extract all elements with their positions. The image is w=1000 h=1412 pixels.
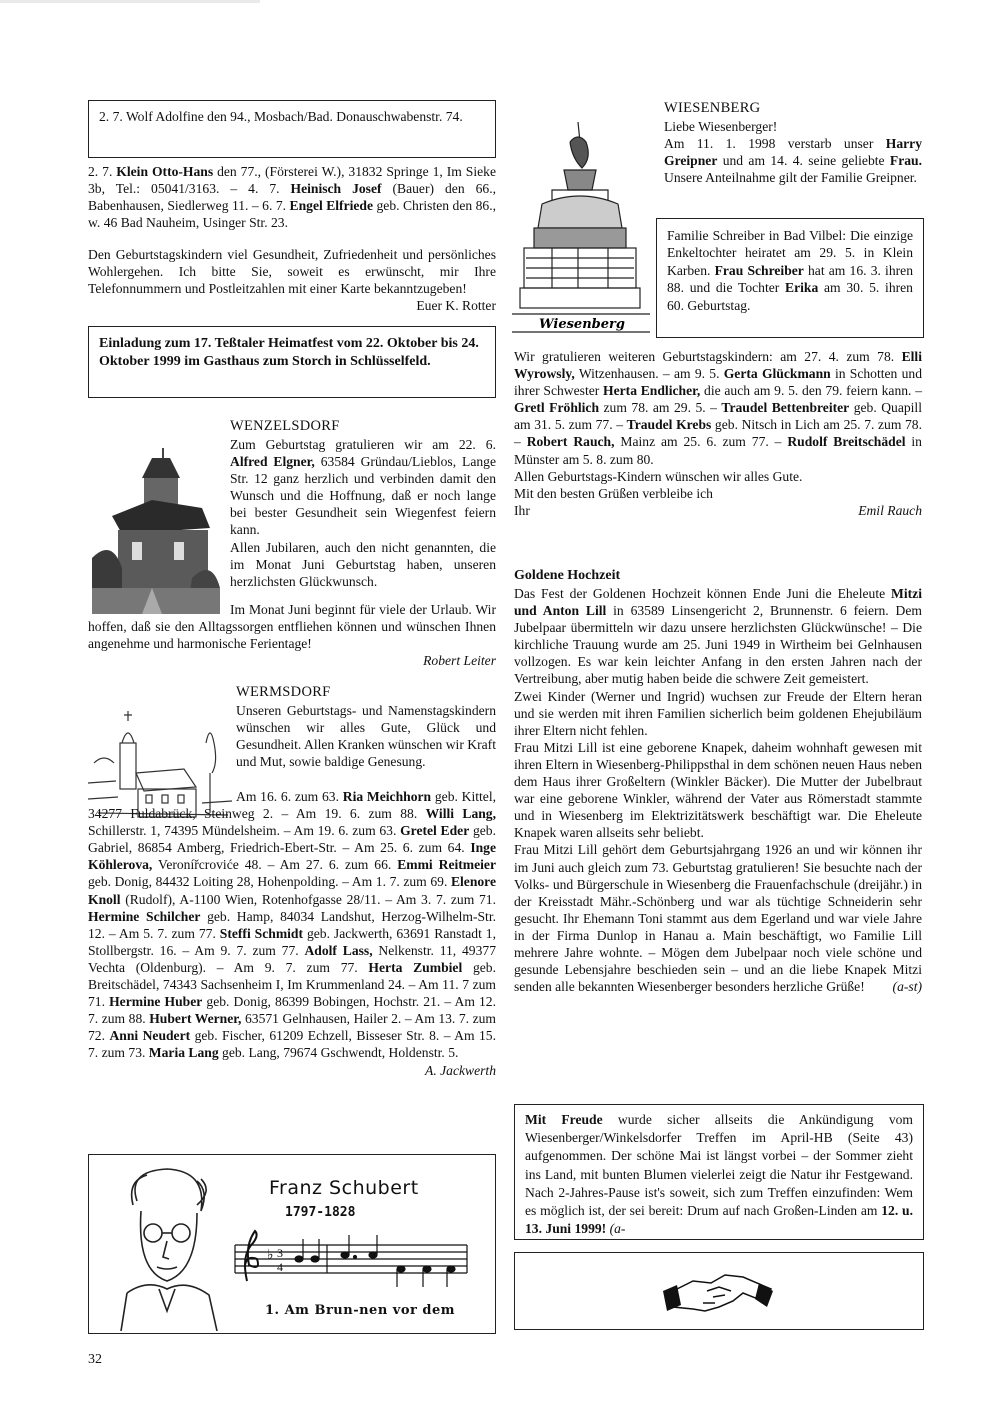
c-name-3: Herta Endlicher,	[603, 383, 701, 399]
box-wolf-adolfine	[88, 100, 496, 158]
w-name-9: Adolf Lass,	[304, 942, 373, 958]
w-name-12: Hubert Werner,	[149, 1011, 242, 1027]
treffen-date: 12. u. 13. Juni 1999!	[525, 1203, 913, 1237]
name-klein: Klein Otto-Hans	[116, 164, 214, 179]
w-name-14: Maria Lang	[148, 1045, 219, 1061]
wiesenberg-intro: Liebe Wiesenberger! Am 11. 1. 1998 verstarb unser Harry Greipner und am 14. 4. seine geliebte Frau. Unsere Anteilnahme gilt der Familie Greipner.	[664, 119, 922, 186]
w-name-10: Herta Zumbiel	[368, 959, 463, 975]
schubert-title: Franz Schubert	[269, 1177, 419, 1199]
name-engel: Engel Elfriede	[289, 198, 374, 214]
wolf-adolfine-text: 2. 7. Wolf Adolfine den 94., Mosbach/Bad. Donauschwabenstr. 74.	[99, 109, 463, 124]
c-name-1: Elli Wyrowsly,	[514, 349, 922, 382]
c-name-7: Robert Rauch,	[526, 434, 615, 450]
mit-freude-lead: Mit Freude	[525, 1112, 603, 1127]
w-name-3: Gretel Eder	[400, 823, 470, 839]
name-frau-schreiber: Frau Schreiber	[714, 262, 804, 278]
wishes-paragraph: Den Geburtstagskindern viel Gesundheit, Zufriedenheit und persönliches Wohlergehen. Ich bitte Sie, soweit es erwünscht, mir Ihre Telefonnummern und Postleitzahlen mit einer Karte bekanntzugeben! Euer K. Rotter	[88, 247, 496, 314]
wiesenberg-title: WIESENBERG	[664, 100, 761, 116]
music-notation	[231, 1225, 471, 1295]
wermsdorf-title: WERMSDORF	[236, 684, 331, 700]
wenzelsdorf-body: Zum Geburtstag gratulieren wir am 22. 6. Alfred Elgner, 63584 Gründau/Lieblos, Lange Str. 12 ganz herzlich und verbinden damit den Wunsch und die Hoffnung, daß er noch lange bei bester Gesundheit sein Wiegenfest feiern kann. Allen Jubilaren, auch den nicht genannten, die im Monat Juni Geburtstag haben, unseren herzlichsten Glückwunsch.	[230, 437, 496, 589]
svg-text:♭: ♭	[267, 1248, 274, 1263]
signature-rotter: Euer K. Rotter	[416, 298, 496, 314]
c-name-6: Traudel Krebs	[626, 417, 712, 433]
signature-leiter: Robert Leiter	[423, 653, 496, 669]
birthday-list-intro: 2. 7. Klein Otto-Hans den 77., (Försterei W.), 31832 Springe 1, Im Sieke 3b, Tel.: 05041/3163. – 4. 7. Heinisch Josef (Bauer) den 66., Babenhausen, Siedlerweg 11. – 6. 7. Engel Elfriede geb. Christen den 86., w. 46 Bad Nauheim, Usinger Str. 23.	[88, 164, 497, 231]
wiesenberg-emblem-label: Wiesenberg	[539, 317, 625, 332]
golden-wedding-body: Das Fest der Goldenen Hochzeit können Ende Juni die Eheleute Mitzi und Anton Lill in 63589 Linsengericht 2, Brunnenstr. 6 feiern. Dem Jubelpaar übermitteln wir dazu unsere herzlichsten Glückwünsche! – Die kirchliche Trauung wurde am 25. Juni 1949 in Wirtheim bei Gelnhausen vollzogen. Es war kein leichter Anfang in den ersten Jahren nach der Vertreibung, aber mutig haben beide die schwere Zeit gemeistert. Zwei Kinder (Werner und Ingrid) wuchsen zur Freude der Eltern heran und sie werden mit ihren Familien sicherlich beim goldenen Ehejubiläum ihrer Eltern nicht fehlen. Frau Mitzi Lill ist eine geborene Knapek, daheim wohnhaft gewesen mit ihren Eltern in Wiesenberg-Philippsthal in dem schönen neuen Haus neben dem Haus ihrer Großeltern (Winkler Bäcker). Die Mutter der Jubelbraut war eine geborene Winkler, während der Vater aus Römerstadt stammte und in Wiesenberg im Elektrizitätswerk beschäftigt war. Die Eheleute Knapek waren allseits sehr beliebt. Frau Mitzi Lill gehört dem Geburtsjahrgang 1926 an und wir können ihr im Juni auch gleich zum 73. Geburtstag gratulieren! Sie besuchte nach der Volks- und Bürgerschule in Wiesenberg die Frauenfachschule (dreijähr.) in der Kreisstadt Mähr.-Schönberg und war als tüchtige Schneiderin sehr gesucht. Ihr Ehemann Toni stammt aus dem Egerland und war viele Jahre in der Firma Dunlop in Hanau a. Main beschäftigt, wo Familie Lill mehrere Jahre wohnte. – Mögen dem Jubelpaar noch viele schöne und gesunde Lebensjahre beschieden sein – und an die liebe Knapek Mitzi senden alle bekannten Wiesenberger besonders herzliche Grüße! (a-st)	[514, 586, 922, 995]
invitation-box	[88, 326, 496, 398]
w-name-13: Anni Neudert	[109, 1028, 191, 1044]
page-number: 32	[88, 1352, 102, 1367]
schubert-portrait	[97, 1161, 237, 1331]
handshake-icon	[663, 1261, 773, 1321]
c-name-5: Traudel Bettenbreiter	[721, 400, 850, 416]
name-greipner: Harry Greipner	[664, 136, 922, 169]
w-name-11: Hermine Huber	[109, 994, 203, 1010]
w-name-6: Elenore Knoll	[88, 874, 496, 907]
svg-text:3: 3	[277, 1246, 283, 1260]
wiesenberg-emblem	[512, 118, 650, 338]
invitation-text: Einladung zum 17. Teßtaler Heimatfest vom 22. Oktober bis 24. Oktober 1999 im Gasthaus zum Storch in Schlüsselfeld.	[99, 336, 479, 369]
name-lill: Mitzi und Anton Lill	[514, 586, 922, 619]
wermsdorf-intro: Unseren Geburtstags- und Namenstagskindern wünschen wir alles Gute, Glück und Gesundheit. Allen Kranken wünschen wir Kraft und Mut, sowie baldige Genesung.	[236, 703, 496, 770]
w-name-1: Ria Meichhorn	[342, 789, 432, 804]
golden-wedding-title: Goldene Hochzeit	[514, 568, 621, 583]
congrats-paragraph: Wir gratulieren weiteren Geburtstagskindern: am 27. 4. zum 78. Elli Wyrowsly, Witzenhausen. – am 9. 5. Gerta Glückmann in Schotten und ihrer Schwester Herta Endlicher, die auch am 9. 5. den 79. feiern kann. – Gretl Fröhlich zum 78. am 29. 5. – Traudel Bettenbreiter geb. Quapill am 31. 5. zum 77. – Traudel Krebs geb. Nitsch in Lich am 25. 7. zum 78. – Robert Rauch, Mainz am 25. 6. zum 77. – Rudolf Breitschädel in Münster am 5. 8. zum 80. Allen Geburtstags-Kindern wünschen wir alles Gute. Mit den besten Grüßen verbleibe ich Ihr Emil Rauch	[514, 349, 922, 518]
c-name-4: Gretl Fröhlich	[514, 400, 600, 416]
wermsdorf-list: Am 16. 6. zum 63. Ria Meichhorn geb. Kittel, 34277 Fuldabrück, Steinweg 2. – Am 19. 6. zum 88. Willi Lang, Schillerstr. 1, 74395 Mündelsheim. – Am 19. 6. zum 63. Gretel Eder geb. Gabriel, 86854 Amberg, Friedrich-Ebert-Str. – Am 25. 6. zum 64. Inge Köhlerova, Veronířcroviće 48. – Am 27. 6. zum 66. Emmi Reitmeier geb. Donig, 84432 Loiting 28, Hohenpolding. – Am 1. 7. zum 69. Elenore Knoll (Rudolf), A-1100 Wien, Rotenhofgasse 28/11. – Am 3. 7. zum 71. Hermine Schilcher geb. Hamp, 84034 Landshut, Herzog-Wilhelm-Str. 12. – Am 5. 7. zum 77. Steffi Schmidt geb. Jackwerth, 63691 Ranstadt 1, Stollbergstr. 16. – Am 9. 7. zum 77. Adolf Lass, Nelkenstr. 11, 49377 Vechta (Oldenburg). – Am 9. 7. zum 77. Herta Zumbiel geb. Breitschädel, 74343 Sachsenheim I, Im Krummenland 24. – Am 11. 7 zum 71. Hermine Huber geb. Donig, 86399 Bobingen, Hochstr. 21. – Am 12. 7. zum 88. Hubert Werner, 63571 Gelnhausen, Hailer 2. – Am 13. 7. zum 72. Anni Neudert geb. Fischer, 61209 Echzell, Bisseser Str. 8. – Am 15. 7. zum 73. Maria Lang geb. Lang, 79674 Gschwendt, Holdenstr. 5. A. Jackwerth	[88, 789, 497, 1078]
w-name-5: Emmi Reitmeier	[397, 857, 496, 873]
chapel-illustration	[92, 438, 220, 614]
w-name-2: Willi Lang,	[425, 806, 496, 822]
schreiber-box: Familie Schreiber in Bad Vilbel: Die einzige Enkeltochter heiratet am 29. 5. in Klein Karben. Frau Schreiber hat am 16. 3. ihren 88. und die Tochter Erika am 30. 5. ihren 60. Geburtstag.	[656, 218, 924, 338]
wenzelsdorf-holidays: Im Monat Juni beginnt für viele der Urlaub. Wir hoffen, daß sie den Alltagssorgen entfliehen können und wünschen Ihnen angenehme und harmonische Ferientage! Robert Leiter	[88, 602, 496, 669]
mit-freude-box: Mit Freude wurde sicher allseits die Ankündigung vom Wiesenberger/Winkelsdorfer Treffen im April-HB (Seite 43) aufgenommen. Der schöne Mai ist längst vorbei – der Sommer zieht ins Land, mit bunten Blumen vielerlei zeigt die Natur ihr Festgewand. Nach 2-Jahres-Pause ist's soweit, sich zum Treffen einzufinden: Wem es möglich ist, der sei bereit: Drum auf nach Großen-Linden am 12. u. 13. Juni 1999! (a-	[514, 1104, 924, 1240]
handshake-box	[514, 1252, 924, 1330]
w-name-4: Inge Köhlerova,	[88, 840, 496, 873]
svg-text:4: 4	[277, 1260, 283, 1274]
signature-jackwerth: A. Jackwerth	[425, 1062, 496, 1078]
w-name-7: Hermine Schilcher	[88, 908, 201, 924]
signature-ast: (a-st)	[892, 979, 922, 995]
name-heinisch: Heinisch Josef	[290, 181, 382, 197]
schubert-box	[88, 1154, 496, 1334]
name-elgner: Alfred Elgner,	[230, 454, 315, 470]
signature-rauch: Emil Rauch	[858, 502, 922, 518]
schubert-years: 1797-1828	[285, 1205, 356, 1220]
schubert-lyric: 1. Am Brun-nen vor dem	[265, 1303, 456, 1318]
name-erika: Erika	[785, 280, 819, 296]
w-name-8: Steffi Schmidt	[219, 925, 304, 941]
wenzelsdorf-title: WENZELSDORF	[230, 418, 340, 434]
c-name-8: Rudolf Breitschädel	[787, 434, 906, 450]
c-name-2: Gerta Glückmann	[723, 366, 831, 382]
top-edge-mark	[0, 0, 260, 3]
